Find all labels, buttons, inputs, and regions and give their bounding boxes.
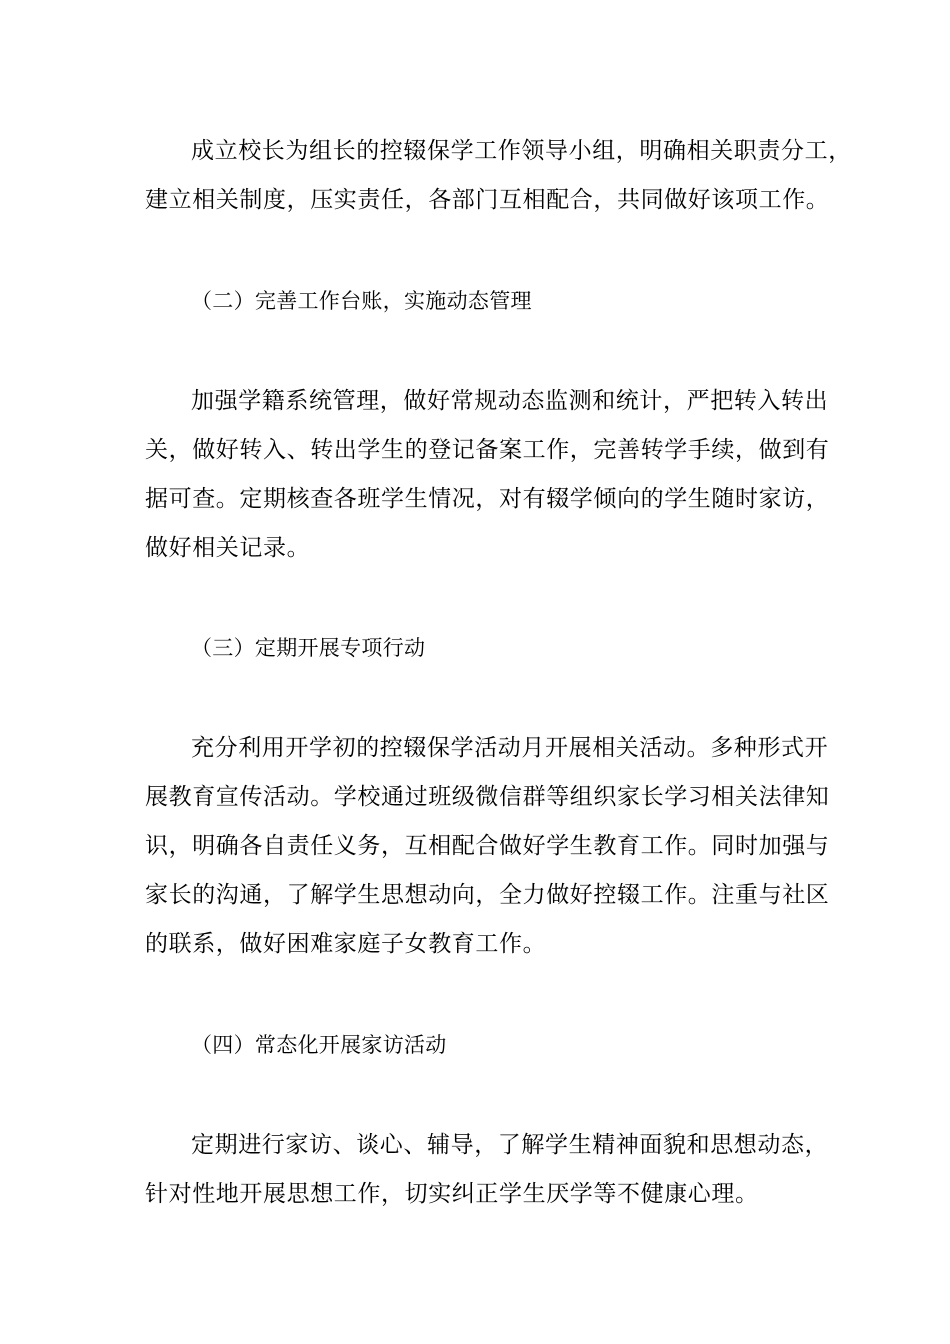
paragraph-3-line-5: 的联系，做好困难家庭子女教育工作。 (145, 931, 547, 957)
paragraph-3-line-4: 家长的沟通，了解学生思想动向，全力做好控辍工作。注重与社区 (145, 882, 830, 908)
paragraph-2-line-4: 做好相关记录。 (145, 535, 311, 561)
paragraph-3-line-3: 识，明确各自责任义务，互相配合做好学生教育工作。同时加强与 (145, 833, 830, 859)
paragraph-2-line-3: 据可查。定期核查各班学生情况，对有辍学倾向的学生随时家访， (145, 486, 830, 512)
paragraph-4-line-2: 针对性地开展思想工作，切实纠正学生厌学等不健康心理。 (145, 1181, 759, 1207)
section-heading-2: （二）完善工作台账，实施动态管理 (191, 289, 532, 313)
section-heading-4: （四）常态化开展家访活动 (191, 1033, 447, 1057)
paragraph-2-line-2: 关，做好转入、转出学生的登记备案工作，完善转学手续，做到有 (145, 437, 830, 463)
paragraph-3-line-2: 展教育宣传活动。学校通过班级微信群等组织家长学习相关法律知 (145, 784, 830, 810)
section-heading-3: （三）定期开展专项行动 (191, 636, 426, 660)
paragraph-3-line-1: 充分利用开学初的控辍保学活动月开展相关活动。多种形式开 (191, 735, 829, 761)
paragraph-1-line-2: 建立相关制度，压实责任，各部门互相配合，共同做好该项工作。 (145, 187, 830, 213)
paragraph-2-line-1: 加强学籍系统管理，做好常规动态监测和统计，严把转入转出 (191, 388, 829, 414)
paragraph-1-line-1: 成立校长为组长的控辍保学工作领导小组，明确相关职责分工， (191, 138, 852, 164)
paragraph-4-line-1: 定期进行家访、谈心、辅导，了解学生精神面貌和思想动态， (191, 1132, 829, 1158)
